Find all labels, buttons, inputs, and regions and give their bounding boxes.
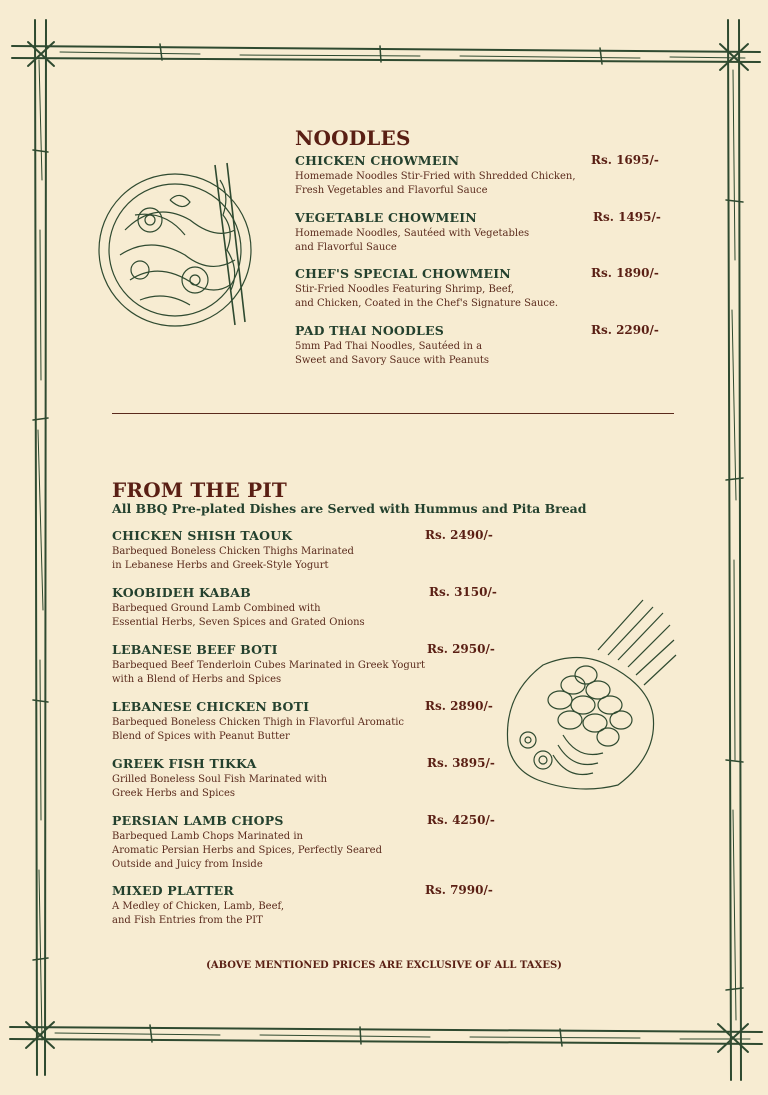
item-description: Homemade Noodles Stir-Fried with Shredded Chicken, Fresh Vegetables and Flavorful Sauce <box>295 171 576 196</box>
item-description: Barbequed Ground Lamb Combined with Essential Herbs, Seven Spices and Grated Onions <box>112 603 365 628</box>
item-price: Rs. 4250/- <box>427 813 495 827</box>
tax-disclaimer: (ABOVE MENTIONED PRICES ARE EXCLUSIVE OF ALL TAXES) <box>206 960 562 971</box>
item-name: VEGETABLE CHOWMEIN <box>295 210 477 225</box>
item-price: Rs. 2890/- <box>425 699 493 713</box>
menu-item-vegetable-chowmein <box>295 210 529 255</box>
noodles-heading: NOODLES <box>295 126 411 150</box>
item-price: Rs. 3895/- <box>427 756 495 770</box>
item-price: Rs. 2290/- <box>591 323 659 337</box>
item-description: Stir-Fried Noodles Featuring Shrimp, Beef, and Chicken, Coated in the Chef's Signature Sauce. <box>295 284 559 309</box>
item-description: Barbequed Lamb Chops Marinated in Aromatic Persian Herbs and Spices, Perfectly Seared Outside and Juicy from Inside <box>112 831 382 870</box>
menu-item-chicken-chowmein <box>295 153 576 198</box>
item-description: Barbequed Boneless Chicken Thighs Marinated in Lebanese Herbs and Greek-Style Yogurt <box>112 546 354 571</box>
item-name: PERSIAN LAMB CHOPS <box>112 813 284 828</box>
from-the-pit-heading: FROM THE PIT <box>112 478 288 502</box>
menu-item-chicken-shish-taouk <box>112 528 354 573</box>
menu-item-mixed-platter <box>112 883 284 928</box>
menu-item-pad-thai-noodles <box>295 323 489 368</box>
item-name: LEBANESE CHICKEN BOTI <box>112 699 310 714</box>
item-name: PAD THAI NOODLES <box>295 323 444 338</box>
item-description: Barbequed Boneless Chicken Thigh in Flavorful Aromatic Blend of Spices with Peanut Butter <box>112 717 405 742</box>
menu-item-greek-fish-tikka <box>112 756 327 801</box>
menu-item-koobideh-kabab <box>112 585 365 630</box>
menu-item-lebanese-chicken-boti <box>112 699 404 744</box>
item-name: CHICKEN CHOWMEIN <box>295 153 460 168</box>
menu-item-lebanese-beef-boti <box>112 642 425 687</box>
section-divider <box>112 413 674 414</box>
item-description: Barbequed Beef Tenderloin Cubes Marinated in Greek Yogurt with a Blend of Herbs and Spices <box>112 660 426 685</box>
item-name: CHEF'S SPECIAL CHOWMEIN <box>295 266 511 281</box>
item-price: Rs. 2950/- <box>427 642 495 656</box>
item-description: A Medley of Chicken, Lamb, Beef, and Fish Entries from the PIT <box>112 901 285 926</box>
item-price: Rs. 1495/- <box>593 210 661 224</box>
noodle-bowl-icon <box>95 160 265 335</box>
kebab-skewers-icon <box>498 595 678 795</box>
pit-subtitle: All BBQ Pre-plated Dishes are Served with Hummus and Pita Bread <box>112 501 587 516</box>
item-description: Homemade Noodles, Sautéed with Vegetables and Flavorful Sauce <box>295 228 530 253</box>
item-price: Rs. 1695/- <box>591 153 659 167</box>
item-price: Rs. 2490/- <box>425 528 493 542</box>
item-name: LEBANESE BEEF BOTI <box>112 642 278 657</box>
item-name: GREEK FISH TIKKA <box>112 756 257 771</box>
item-price: Rs. 7990/- <box>425 883 493 897</box>
item-description: Grilled Boneless Soul Fish Marinated with Greek Herbs and Spices <box>112 774 328 799</box>
item-name: CHICKEN SHISH TAOUK <box>112 528 293 543</box>
item-name: KOOBIDEH KABAB <box>112 585 251 600</box>
menu-item-chefs-special-chowmein <box>295 266 558 311</box>
item-name: MIXED PLATTER <box>112 883 234 898</box>
item-price: Rs. 1890/- <box>591 266 659 280</box>
item-price: Rs. 3150/- <box>429 585 497 599</box>
menu-item-persian-lamb-chops <box>112 813 382 872</box>
item-description: 5mm Pad Thai Noodles, Sautéed in a Sweet and Savory Sauce with Peanuts <box>295 341 490 366</box>
